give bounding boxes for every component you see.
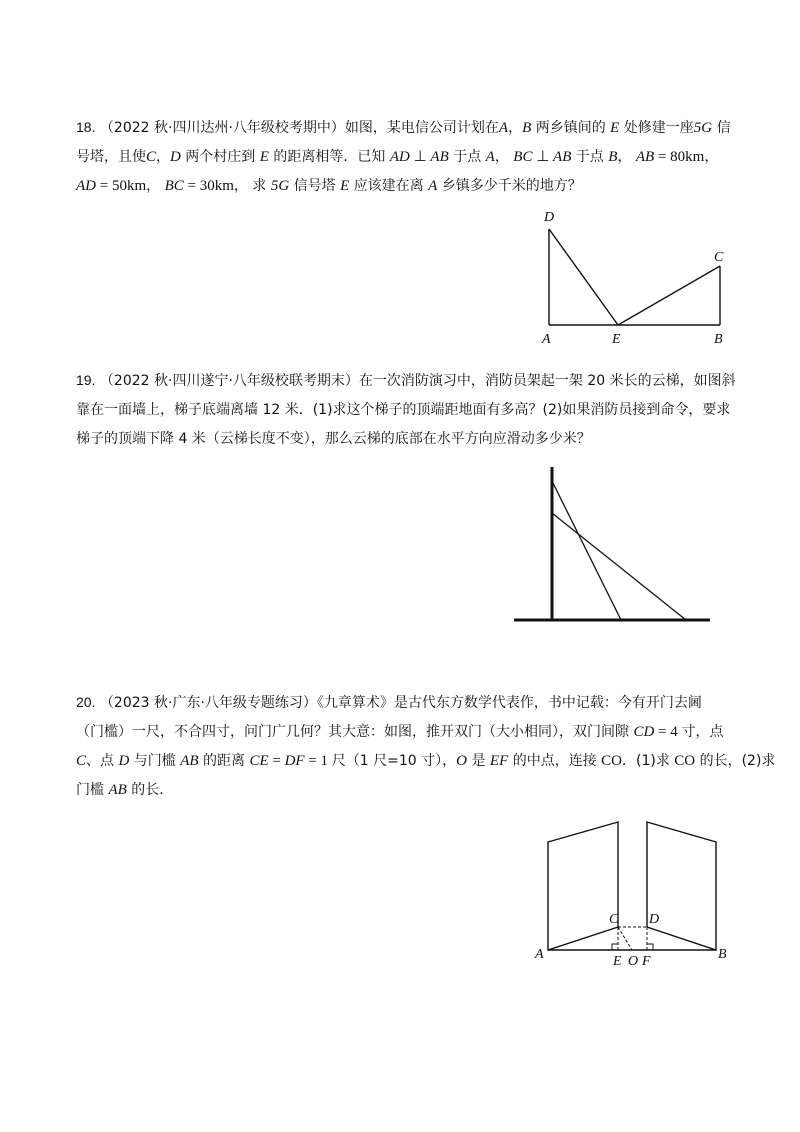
problem-number: 18. (76, 119, 96, 135)
problem-number: 19. (76, 372, 96, 388)
problem-line (76, 718, 726, 747)
figure-18-diagram (530, 205, 740, 355)
math-expression: = 50km (96, 178, 147, 194)
math-expression: = 30km (183, 178, 234, 194)
text-run: ， (146, 178, 165, 194)
problem-number: 20. (76, 694, 96, 710)
math-symbol: D (170, 149, 181, 165)
text-run: （2022 秋·四川遂宁·八年级校联考期末）在一次消防演习中，消防员架起一架 20 米长的云梯，如图斜 (99, 373, 736, 389)
segment-ec (618, 266, 720, 325)
math-expression: CO (601, 753, 622, 769)
math-symbol: AD (389, 149, 410, 165)
problem-text (76, 113, 731, 201)
problem-line (76, 747, 776, 776)
ladder-before (552, 481, 621, 620)
label-d: D (544, 210, 555, 225)
text-run: 的中点，连接 (508, 753, 602, 769)
text-run: ， (156, 149, 171, 165)
math-expression: ⊥ (409, 149, 431, 165)
text-run: ， (617, 149, 636, 165)
segment-de (549, 229, 618, 325)
ladder-after (552, 513, 686, 620)
text-run: ， (494, 149, 514, 165)
math-expression: = 4 (654, 724, 682, 740)
math-symbol: AB (553, 149, 572, 165)
math-expression: = 1 (304, 753, 332, 769)
text-run: （2023 秋·广东·八年级专题练习）《九章算术》是古代东方数学代表作，书中记载：今有开门去阃 (99, 695, 702, 711)
text-run: 、点 (86, 753, 119, 769)
math-symbol: AB (430, 149, 449, 165)
text-run: 应该建在离 (349, 178, 429, 194)
math-symbol: AD (76, 178, 96, 194)
math-expression: CO (674, 753, 696, 769)
problem-line (76, 366, 736, 396)
math-symbol: O (456, 753, 468, 769)
text-run: 信 (712, 120, 731, 136)
right-angle-e (612, 944, 618, 950)
label-o: O (628, 954, 639, 969)
label-c: C (609, 912, 619, 927)
math-symbol: B (608, 149, 618, 165)
math-symbol: A (498, 120, 509, 136)
math-symbol: C (76, 753, 87, 769)
label-b: B (718, 947, 727, 962)
math-symbol: E (610, 120, 620, 136)
math-symbol: 5G (270, 178, 290, 194)
text-run: 梯子的顶端下降 4 米（云梯长度不变），那么云梯的底部在水平方向应滑动多少米？ (76, 431, 591, 447)
text-run: 尺（1 尺=10 寸）， (331, 753, 457, 769)
text-run: 信号塔 (289, 178, 341, 194)
problem-20 (76, 688, 776, 805)
text-run: 号塔，且使 (76, 149, 146, 165)
text-run: 于点 (571, 149, 609, 165)
label-f: F (642, 954, 651, 969)
text-run: （2022 秋·四川达州·八年级校考期中）如图，某电信公司计划在 (99, 120, 499, 136)
text-run: 处修建一座 (619, 120, 694, 136)
text-run: 的距离相等．已知 (268, 149, 390, 165)
problem-line (76, 143, 726, 172)
math-expression: ⊥ (532, 149, 554, 165)
problem-line (76, 688, 726, 718)
figure-19-diagram (510, 465, 720, 630)
problem-line (76, 776, 726, 805)
math-symbol: DF (284, 753, 305, 769)
problem-line (76, 396, 731, 425)
text-run: 的距离 (198, 753, 250, 769)
math-symbol: A (428, 178, 438, 194)
text-run: （门槛）一尺，不合四寸，问门广几何？其大意：如图，推开双门（大小相同），双门间隙 (76, 724, 634, 740)
label-e: E (613, 954, 622, 969)
label-e: E (612, 332, 621, 347)
math-symbol: BC (513, 149, 533, 165)
math-symbol: A (485, 149, 495, 165)
problem-text (76, 366, 736, 454)
math-symbol: CD (633, 724, 655, 740)
math-symbol: 5G (693, 120, 713, 136)
problem-19 (76, 366, 736, 454)
math-symbol: EF (489, 753, 509, 769)
problem-18 (76, 113, 731, 201)
text-run: 的长. (126, 782, 164, 798)
text-run: 门槛 (76, 782, 109, 798)
math-symbol: C (146, 149, 157, 165)
text-run: ．(1)求 (622, 753, 675, 769)
right-door (647, 822, 716, 950)
right-angle-f (647, 944, 653, 950)
label-c: C (714, 250, 724, 265)
left-door (548, 822, 618, 950)
math-symbol: B (522, 120, 532, 136)
text-run: ， (704, 149, 719, 165)
math-expression: = (268, 753, 285, 769)
text-run: 是 (467, 753, 490, 769)
text-run: 于点 (448, 149, 486, 165)
problem-line (76, 113, 731, 143)
label-a: A (542, 332, 551, 347)
text-run: 的长，(2)求 (695, 753, 776, 769)
text-run: 两个村庄到 (180, 149, 260, 165)
math-symbol: E (340, 178, 350, 194)
math-symbol: AB (108, 782, 127, 798)
text-run: 乡镇多少千米的地方？ (437, 178, 582, 194)
math-symbol: D (118, 753, 130, 769)
text-run: 靠在一面墙上，梯子底端离墙 12 米．(1)求这个梯子的顶端距地面有多高？(2)如果消防员接到命令，要求 (76, 402, 731, 418)
math-symbol: BC (164, 178, 184, 194)
math-symbol: CE (249, 753, 269, 769)
math-symbol: AB (180, 753, 199, 769)
problem-line (76, 425, 726, 454)
label-a: A (535, 947, 544, 962)
text-run: 寸，点 (681, 724, 724, 740)
math-symbol: E (259, 149, 269, 165)
label-d: D (649, 912, 660, 927)
segment-co (618, 927, 632, 950)
text-run: ， 求 (233, 178, 271, 194)
text-run: 两乡镇间的 (531, 120, 611, 136)
label-b: B (714, 332, 723, 347)
math-symbol: AB (635, 149, 655, 165)
problem-text (76, 688, 776, 805)
text-run: 与门槛 (129, 753, 181, 769)
math-expression: = 80km (654, 149, 705, 165)
figure-20-diagram (530, 815, 740, 970)
problem-line (76, 172, 726, 201)
text-run: ， (508, 120, 523, 136)
